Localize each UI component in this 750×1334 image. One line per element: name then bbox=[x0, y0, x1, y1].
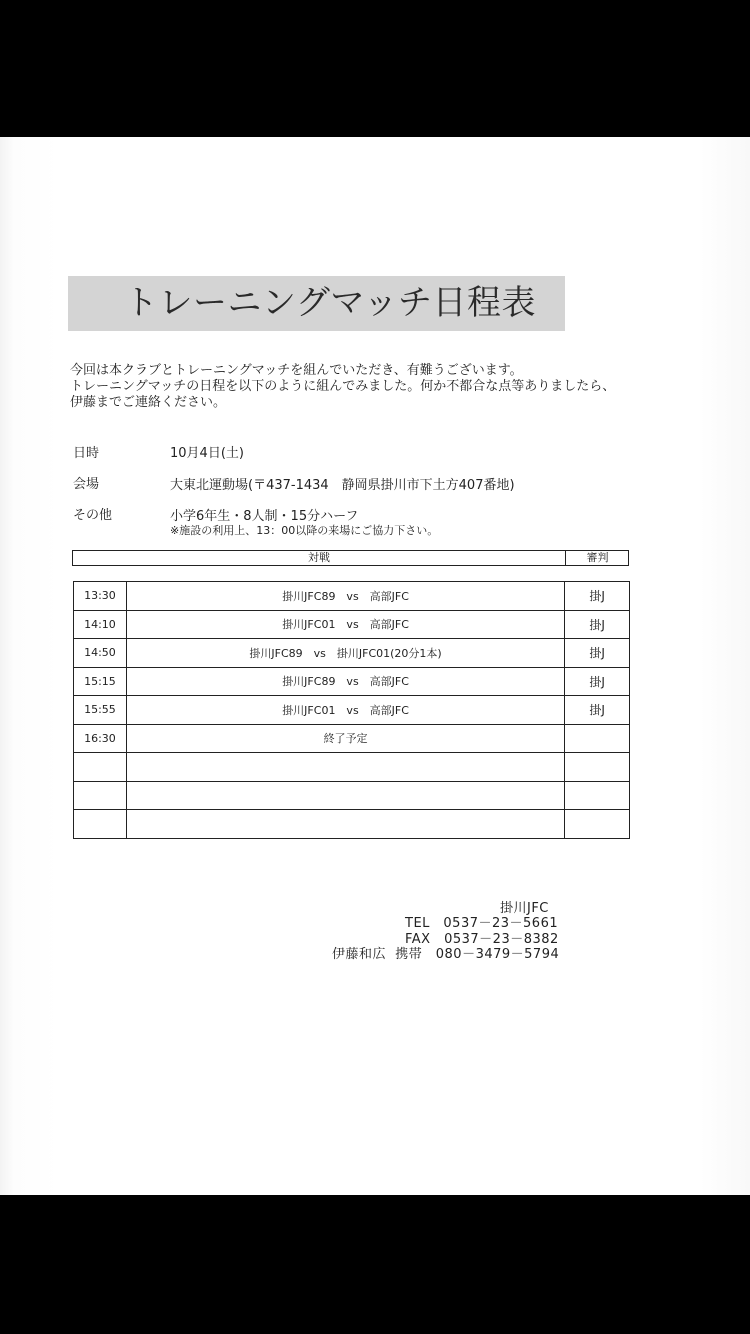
intro-line-2: トレーニングマッチの日程を以下のように組んでみました。何か不都合な点等ありましたら、 bbox=[70, 379, 616, 394]
table-row bbox=[74, 582, 630, 611]
row-time: 16:30 bbox=[74, 724, 127, 753]
row-match: 掛川JFC89 vs 高部JFC bbox=[126, 667, 564, 696]
row-time: 15:55 bbox=[74, 696, 127, 725]
row-match: 掛川JFC89 vs 高部JFC bbox=[126, 582, 564, 611]
row-match: 掛川JFC01 vs 高部JFC bbox=[126, 610, 564, 639]
table-row bbox=[74, 667, 630, 696]
schedule-table bbox=[73, 581, 630, 839]
document-page bbox=[0, 137, 750, 1195]
row-referee: 掛J bbox=[565, 696, 630, 725]
other-label: その他 bbox=[73, 508, 113, 523]
row-time bbox=[74, 753, 127, 782]
header-referee: 審判 bbox=[565, 551, 629, 565]
table-row bbox=[74, 696, 630, 725]
header-match: 対戦 bbox=[308, 551, 330, 564]
row-time: 14:50 bbox=[74, 639, 127, 668]
contact-fax: FAX 0537－23－8382 bbox=[405, 932, 559, 947]
other-note: ※施設の利用上、13：00以降の来場にご協力下さい。 bbox=[170, 524, 439, 537]
row-referee: 掛J bbox=[565, 667, 630, 696]
contact-tel: TEL 0537－23－5661 bbox=[405, 916, 559, 931]
row-match: 掛川JFC89 vs 掛川JFC01(20分1本) bbox=[126, 639, 564, 668]
venue-value: 大東北運動場(〒437-1434 静岡県掛川市下土方407番地) bbox=[170, 478, 515, 493]
row-time bbox=[74, 810, 127, 839]
table-row bbox=[74, 610, 630, 639]
other-value: 小学6年生・8人制・15分ハーフ bbox=[170, 509, 359, 524]
table-row bbox=[74, 639, 630, 668]
row-referee bbox=[565, 810, 630, 839]
table-row bbox=[74, 724, 630, 753]
title-banner bbox=[68, 276, 565, 331]
table-row bbox=[74, 781, 630, 810]
row-match: 終了予定 bbox=[126, 724, 564, 753]
row-referee: 掛J bbox=[565, 639, 630, 668]
row-match bbox=[126, 781, 564, 810]
row-time: 14:10 bbox=[74, 610, 127, 639]
row-referee: 掛J bbox=[565, 582, 630, 611]
row-match bbox=[126, 753, 564, 782]
intro-text bbox=[70, 363, 615, 411]
row-referee: 掛J bbox=[565, 610, 630, 639]
page-title: トレーニングマッチ日程表 bbox=[124, 283, 536, 323]
intro-line-1: 今回は本クラブとトレーニングマッチを組んでいただき、有難うございます。 bbox=[70, 363, 523, 378]
table-row bbox=[74, 753, 630, 782]
row-referee bbox=[565, 781, 630, 810]
table-row bbox=[74, 810, 630, 839]
row-match bbox=[126, 810, 564, 839]
venue-label: 会場 bbox=[73, 477, 100, 492]
row-time: 13:30 bbox=[74, 582, 127, 611]
row-time: 15:15 bbox=[74, 667, 127, 696]
intro-line-3: 伊藤までご連絡ください。 bbox=[70, 395, 227, 410]
date-label: 日時 bbox=[73, 446, 100, 461]
row-match: 掛川JFC01 vs 高部JFC bbox=[126, 696, 564, 725]
contact-club: 掛川JFC bbox=[500, 901, 549, 916]
row-time bbox=[74, 781, 127, 810]
row-referee bbox=[565, 753, 630, 782]
date-value: 10月4日(土) bbox=[170, 446, 244, 461]
table-header bbox=[72, 550, 629, 566]
contact-mobile: 伊藤和広 携帯 080－3479－5794 bbox=[332, 947, 560, 962]
row-referee bbox=[565, 724, 630, 753]
